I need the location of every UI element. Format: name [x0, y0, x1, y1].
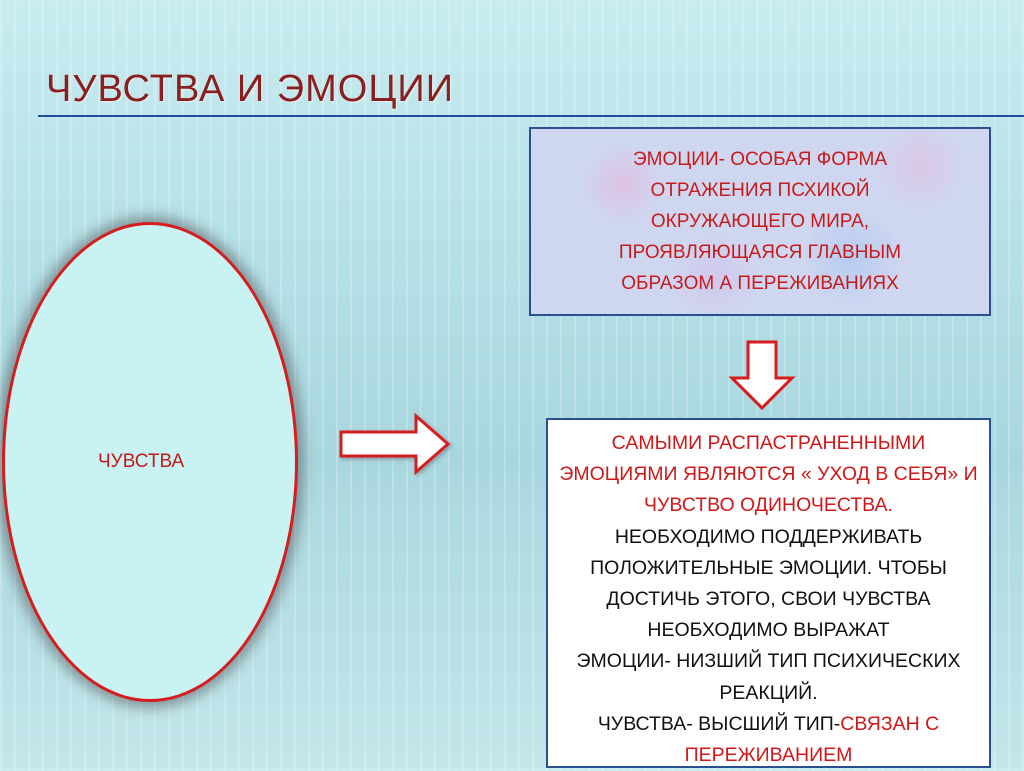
emotions-details-box	[546, 418, 991, 768]
arrow-right-icon	[336, 410, 454, 478]
arrow-down-icon	[728, 338, 796, 412]
slide-title: ЧУВСТВА И ЭМОЦИИ	[46, 68, 455, 110]
emotions-lower-type-text: ЭМОЦИИ- НИЗШИЙ ТИП ПСИХИЧЕСКИХ РЕАКЦИЙ.	[576, 650, 961, 704]
common-emotions-text: САМЫМИ РАСПАСТРАНЕННЫМИ ЭМОЦИЯМИ ЯВЛЯЮТСЯ « УХОД В СЕБЯ» И ЧУВСТВО ОДИНОЧЕСТВА.	[559, 432, 978, 517]
feelings-ellipse-label: ЧУВСТВА	[98, 451, 185, 472]
emotions-definition-box	[529, 127, 991, 316]
emotions-definition-text: ЭМОЦИИ- ОСОБАЯ ФОРМА ОТРАЖЕНИЯ ПСХИКОЙ ОКРУЖАЮЩЕГО МИРА, ПРОЯВЛЯЮЩАЯСЯ ГЛАВНЫМ ОБРАЗОМ А ПЕРЕЖИВАНИЯХ	[618, 149, 902, 294]
linked-with-experience-text: СВЯЗАН С ПЕРЕЖИВАНИЕМ	[684, 712, 940, 767]
title-underline	[38, 115, 1024, 117]
maintain-positive-emotions-text: НЕОБХОДИМО ПОДДЕРЖИВАТЬ ПОЛОЖИТЕЛЬНЫЕ ЭМОЦИИ. ЧТОБЫ ДОСТИЧЬ ЭТОГО, СВОИ ЧУВСТВА НЕОБХОДИМО ВЫРАЖАТ	[590, 525, 947, 642]
feelings-higher-type-text: ЧУВСТВА- ВЫСШИЙ ТИП-	[597, 712, 841, 735]
